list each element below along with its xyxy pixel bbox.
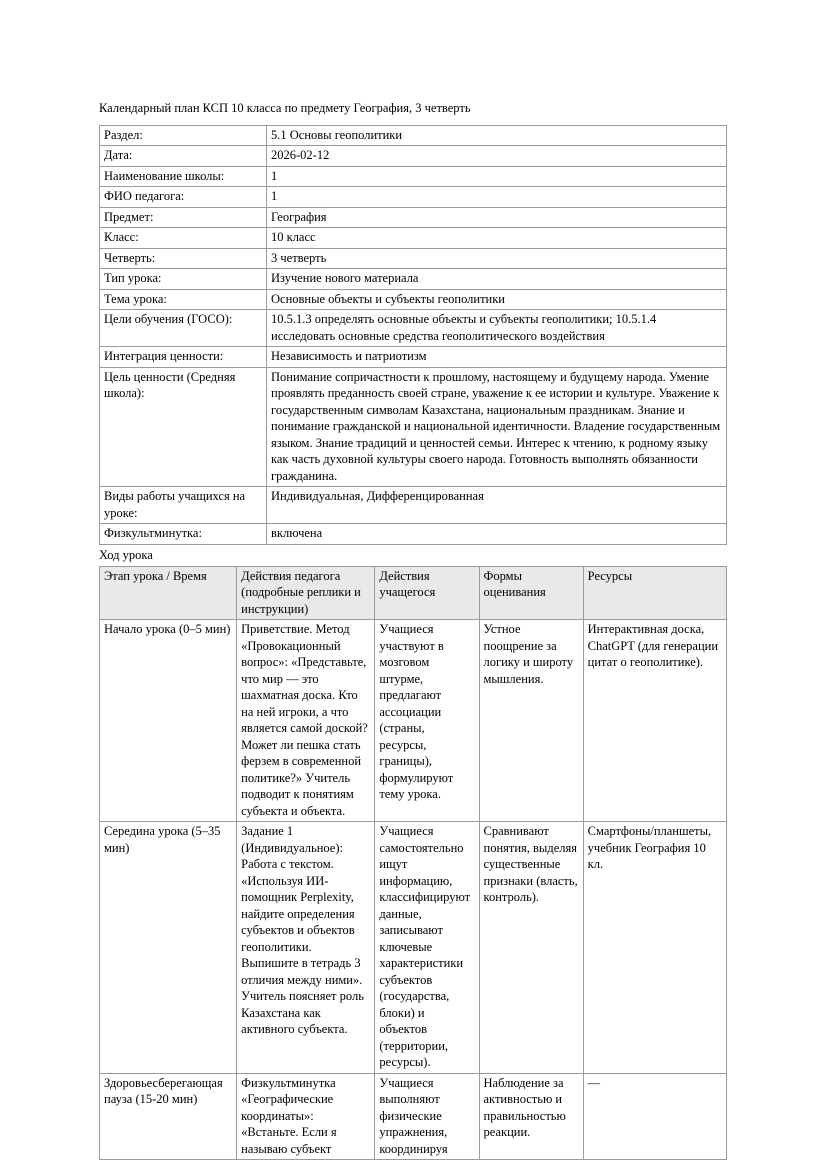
flow-cell-teacher: Приветствие. Метод «Провокационный вопрос»: «Представьте, что мир — это шахматная доска. Кто на ней игроки, а что является самой доской? Может ли пешка стать ферзем в современной политике?» Учитель подводит к понятиям субъекта и объекта. bbox=[237, 620, 375, 822]
info-row-value: Изучение нового материала bbox=[267, 269, 727, 290]
table-row bbox=[100, 367, 727, 487]
flow-cell-assessment: Сравнивают понятия, выделяя существенные признаки (власть, контроль). bbox=[479, 822, 583, 1074]
lesson-info-table bbox=[99, 125, 727, 545]
table-row bbox=[100, 310, 727, 347]
table-row bbox=[100, 125, 727, 146]
lesson-flow-table bbox=[99, 566, 727, 1161]
info-row-label: Предмет: bbox=[100, 207, 267, 228]
info-row-label: Цель ценности (Средняя школа): bbox=[100, 367, 267, 487]
flow-cell-student: Учащиеся выполняют физические упражнения, координируя bbox=[375, 1073, 479, 1160]
table-row bbox=[100, 620, 727, 822]
table-row bbox=[100, 524, 727, 545]
table-row bbox=[100, 289, 727, 310]
info-row-value: 2026-02-12 bbox=[267, 146, 727, 167]
info-row-label: Тип урока: bbox=[100, 269, 267, 290]
table-row bbox=[100, 207, 727, 228]
info-row-value: Основные объекты и субъекты геополитики bbox=[267, 289, 727, 310]
table-row bbox=[100, 166, 727, 187]
info-row-label: Дата: bbox=[100, 146, 267, 167]
info-row-label: Тема урока: bbox=[100, 289, 267, 310]
info-row-label: Цели обучения (ГОСО): bbox=[100, 310, 267, 347]
info-row-label: Четверть: bbox=[100, 248, 267, 269]
column-header-resources: Ресурсы bbox=[583, 566, 726, 620]
table-row bbox=[100, 187, 727, 208]
table-row bbox=[100, 248, 727, 269]
flow-cell-teacher: Физкультминутка «Географические координаты»: «Встаньте. Если я называю субъект bbox=[237, 1073, 375, 1160]
column-header-assessment: Формы оценивания bbox=[479, 566, 583, 620]
flow-cell-resources: — bbox=[583, 1073, 726, 1160]
info-row-value: 5.1 Основы геополитики bbox=[267, 125, 727, 146]
flow-cell-student: Учащиеся самостоятельно ищут информацию, классифицируют данные, записывают ключевые характеристики субъектов (государства, блоки) и объектов (территории, ресурсы). bbox=[375, 822, 479, 1074]
info-row-value: 10.5.1.3 определять основные объекты и субъекты геополитики; 10.5.1.4 исследовать основные средства геополитического воздействия bbox=[267, 310, 727, 347]
lesson-flow-heading: Ход урока bbox=[99, 547, 153, 562]
column-header-teacher: Действия педагога (подробные реплики и инструкции) bbox=[237, 566, 375, 620]
info-row-value: 3 четверть bbox=[267, 248, 727, 269]
info-row-label: Виды работы учащихся на уроке: bbox=[100, 487, 267, 524]
info-row-value: Индивидуальная, Дифференцированная bbox=[267, 487, 727, 524]
table-row bbox=[100, 487, 727, 524]
flow-cell-student: Учащиеся участвуют в мозговом штурме, предлагают ассоциации (страны, ресурсы, границы), формулируют тему урока. bbox=[375, 620, 479, 822]
info-row-label: Раздел: bbox=[100, 125, 267, 146]
table-row bbox=[100, 228, 727, 249]
info-row-value: Независимость и патриотизм bbox=[267, 347, 727, 368]
info-row-value: 1 bbox=[267, 166, 727, 187]
info-row-label: ФИО педагога: bbox=[100, 187, 267, 208]
flow-cell-assessment: Наблюдение за активностью и правильностью реакции. bbox=[479, 1073, 583, 1160]
info-row-label: Интеграция ценности: bbox=[100, 347, 267, 368]
flow-cell-stage: Здоровьесберегающая пауза (15-20 мин) bbox=[100, 1073, 237, 1160]
flow-cell-teacher: Задание 1 (Индивидуальное): Работа с текстом. «Используя ИИ-помощник Perplexity, найдите определения субъектов и объектов геополитики. Выпишите в тетрадь 3 отличия между ними». Учитель поясняет роль Казахстана как активного субъекта. bbox=[237, 822, 375, 1074]
info-row-value: включена bbox=[267, 524, 727, 545]
column-header-student: Действия учащегося bbox=[375, 566, 479, 620]
table-header-row bbox=[100, 566, 727, 620]
info-row-value: Понимание сопричастности к прошлому, настоящему и будущему народа. Умение проявлять преданность своей стране, уважение к ее истории и культуре. Уважение к государственным символам Казахстана, национальным праздникам. Знание и понимание гражданской и национальной идентичности. Владение государственным языком. Знание традиций и ценностей семьи. Интерес к чтению, к родному языку как часть духовной культуры своего народа. Готовность выполнять обязанности гражданина. bbox=[267, 367, 727, 487]
flow-cell-resources: Интерактивная доска, ChatGPT (для генерации цитат о геополитике). bbox=[583, 620, 726, 822]
page-title: Календарный план КСП 10 класса по предмету География, 3 четверть bbox=[99, 101, 471, 115]
info-row-value: 10 класс bbox=[267, 228, 727, 249]
table-row bbox=[100, 347, 727, 368]
info-row-value: География bbox=[267, 207, 727, 228]
info-row-value: 1 bbox=[267, 187, 727, 208]
info-row-label: Класс: bbox=[100, 228, 267, 249]
table-row bbox=[100, 1073, 727, 1160]
table-row bbox=[100, 146, 727, 167]
info-row-label: Физкультминутка: bbox=[100, 524, 267, 545]
column-header-stage: Этап урока / Время bbox=[100, 566, 237, 620]
table-row bbox=[100, 269, 727, 290]
flow-cell-stage: Начало урока (0–5 мин) bbox=[100, 620, 237, 822]
flow-cell-assessment: Устное поощрение за логику и широту мышления. bbox=[479, 620, 583, 822]
flow-cell-resources: Смартфоны/планшеты, учебник География 10 кл. bbox=[583, 822, 726, 1074]
flow-cell-stage: Середина урока (5–35 мин) bbox=[100, 822, 237, 1074]
table-row bbox=[100, 822, 727, 1074]
info-row-label: Наименование школы: bbox=[100, 166, 267, 187]
